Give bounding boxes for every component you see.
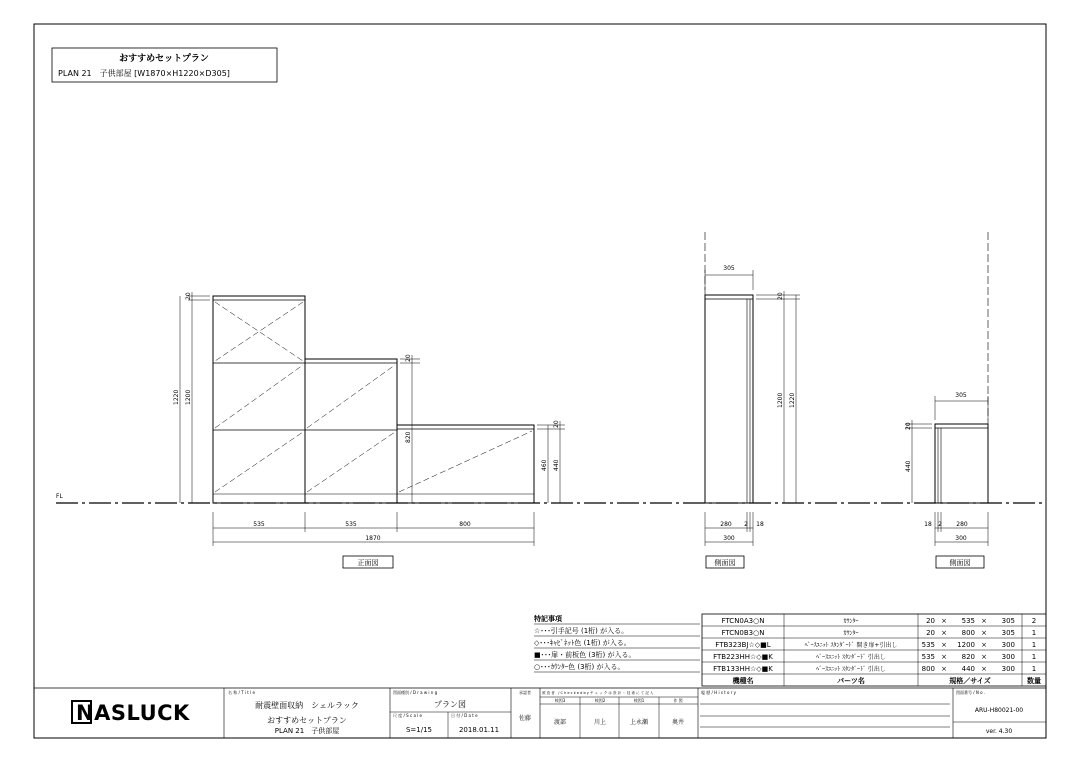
part-d: 820: [961, 653, 975, 661]
side2-bottom-total: 300: [955, 535, 967, 542]
dim-left-top: 20: [185, 292, 192, 300]
part-d: 535: [961, 617, 975, 625]
part-name: ﾍﾞｰｽﾕﾆｯﾄ ｽﾀﾝﾀﾞｰﾄﾞ 開き扉+引出し: [804, 642, 898, 649]
approval-name: 佐藤: [518, 715, 532, 722]
side-view-2-label: 側面図: [949, 559, 971, 567]
side2-h: 440: [905, 460, 912, 472]
part-name: ｶｳﾝﾀｰ: [843, 618, 859, 625]
dim-width-1: 535: [253, 521, 265, 528]
plan-subtitle: PLAN 21 子供部屋 [W1870×H1220×D305]: [58, 69, 230, 78]
title-line-1: 耐震壁面収納 シェルラック: [255, 701, 359, 710]
checker-name: 川上: [593, 719, 607, 726]
dim-mid-h: 820: [405, 431, 412, 443]
check-sub: 検図3: [554, 698, 566, 703]
part-times: ×: [981, 653, 987, 661]
part-times: ×: [941, 653, 947, 661]
notes-block: [534, 614, 700, 672]
scale-value: S=1/15: [405, 726, 433, 734]
parts-header-model: 機種名: [732, 677, 754, 685]
part-times: ×: [981, 629, 987, 637]
side1-bottom-a: 280: [720, 521, 732, 528]
part-d: 440: [961, 665, 975, 673]
side2-depth-top: 305: [955, 392, 967, 399]
title-line-3: PLAN 21 子供部屋: [274, 727, 340, 735]
dim-width-2: 535: [345, 521, 357, 528]
parts-table-rows: [713, 617, 1041, 685]
front-view-label: 正面図: [357, 559, 379, 567]
parts-header-size: 規格／サイズ: [949, 677, 991, 685]
dim-total-width: 1870: [365, 535, 381, 542]
part-h: 300: [1001, 665, 1015, 673]
date-caption: 日 付 / D a t e: [451, 713, 478, 718]
check-sub: 作 図: [673, 698, 683, 703]
dim-right-h1: 440: [553, 459, 560, 471]
part-h: 300: [1001, 641, 1015, 649]
part-times: ×: [981, 665, 987, 673]
checker-name: 渡部: [553, 719, 567, 726]
part-qty: 1: [1031, 653, 1037, 661]
part-times: ×: [941, 629, 947, 637]
front-view: [180, 292, 565, 568]
part-model: FTB323BJ☆◇■L: [715, 641, 771, 649]
dim-right-top: 20: [553, 420, 560, 428]
floor-label: FL: [56, 493, 63, 500]
parts-header-qty: 数量: [1027, 677, 1041, 685]
checker-name: 上永瀬: [629, 719, 649, 726]
note-line: ◇･･･ｷｬﾋﾞﾈｯﾄ色 (1桁) が入る。: [534, 639, 631, 647]
part-d: 1200: [957, 641, 975, 649]
part-qty: 1: [1031, 641, 1037, 649]
part-qty: 1: [1031, 629, 1037, 637]
part-d: 800: [961, 629, 975, 637]
approval-caption: 承認者: [519, 690, 531, 695]
version: ver. 4.30: [985, 728, 1013, 735]
part-w: 535: [921, 641, 935, 649]
plan-title-box: [52, 48, 277, 82]
plan-title: おすすめセットプラン: [119, 54, 209, 64]
number-caption: 図面番号 / N o .: [956, 690, 986, 695]
check-caption: 照 査 者 / C h e c k e d b y チ ェ ッ ク は 設 計 ・ 技 術 に て 記 入: [542, 691, 654, 695]
check-sub: 検図2: [594, 698, 606, 703]
part-times: ×: [941, 641, 947, 649]
drawing-caption: 図面種別 / D r a w i n g: [393, 690, 438, 695]
title-block-text: [72, 689, 1023, 735]
part-name: ｶｳﾝﾀｰ: [843, 630, 859, 637]
part-model: FTB133HH☆◇■K: [713, 665, 773, 673]
side2-bottom-b: 2: [938, 521, 942, 528]
side1-bottom-total: 300: [723, 535, 735, 542]
check-sub: 検図1: [633, 698, 645, 703]
side-view-1-label: 側面図: [714, 559, 736, 567]
note-line: ○･･･ｶｳﾝﾀｰ色 (3桁) が入る。: [534, 663, 625, 671]
nasluck-logo: [72, 701, 190, 725]
drawing-type: プラン図: [434, 700, 466, 709]
side1-bottom-b: 2: [744, 521, 748, 528]
dim-mid-top: 20: [405, 354, 412, 362]
part-w: 800: [921, 665, 935, 673]
scale-caption: 尺 度 / S c a l e: [393, 713, 423, 718]
note-line: ☆･･･引手記号 (1桁) が入る。: [534, 627, 629, 635]
part-w: 535: [921, 653, 935, 661]
checker-name: 奥井: [671, 719, 685, 726]
parts-header-name: パーツ名: [837, 677, 865, 685]
part-model: FTB223HH☆◇■K: [713, 653, 773, 661]
part-qty: 2: [1031, 617, 1037, 625]
part-model: FTCN0A3○N: [721, 617, 765, 625]
side1-bottom-c: 18: [756, 521, 764, 528]
part-h: 305: [1001, 629, 1015, 637]
part-name: ﾍﾞｰｽﾕﾆｯﾄ ｽﾀﾝﾀﾞｰﾄﾞ 引出し: [816, 654, 886, 661]
part-h: 300: [1001, 653, 1015, 661]
date-value: 2018.01.11: [458, 726, 500, 734]
side1-top-thk: 20: [777, 292, 784, 300]
part-name: ﾍﾞｰｽﾕﾆｯﾄ ｽﾀﾝﾀﾞｰﾄﾞ 引出し: [816, 666, 886, 673]
side1-h1: 1200: [777, 392, 784, 408]
title-line-2: おすすめセットプラン: [267, 716, 347, 725]
dim-width-3: 800: [459, 521, 471, 528]
part-times: ×: [941, 665, 947, 673]
part-times: ×: [981, 641, 987, 649]
part-qty: 1: [1031, 665, 1037, 673]
drawing-number: ARU-H80021-00: [974, 707, 1024, 714]
part-model: FTCN0B3○N: [721, 629, 765, 637]
notes-title: 特記事項: [534, 615, 562, 623]
part-times: ×: [981, 617, 987, 625]
part-w: 20: [926, 617, 935, 625]
side2-top-thk: 20: [905, 422, 912, 430]
side-view-1: [705, 232, 800, 568]
side1-depth-top: 305: [723, 265, 735, 272]
note-line: ■･･･扉・前板色 (3桁) が入る。: [534, 651, 636, 659]
title-caption: 名 称 / T i t l e: [228, 690, 255, 695]
dim-left-h1: 1200: [185, 389, 192, 405]
logo-text: NASLUCK: [76, 701, 190, 725]
part-w: 20: [926, 629, 935, 637]
side-view-2: [905, 232, 988, 568]
side2-bottom-c: 280: [956, 521, 968, 528]
side2-bottom-a: 18: [924, 521, 932, 528]
dim-right-h2: 460: [541, 459, 548, 471]
dim-left-h2: 1220: [173, 389, 180, 405]
front-view-dimensions: [173, 292, 560, 567]
history-caption: 履 歴 / H i s t o r y: [701, 690, 737, 695]
part-times: ×: [941, 617, 947, 625]
floor-line: [56, 493, 1046, 503]
side1-h2: 1220: [789, 392, 796, 408]
part-h: 305: [1001, 617, 1015, 625]
